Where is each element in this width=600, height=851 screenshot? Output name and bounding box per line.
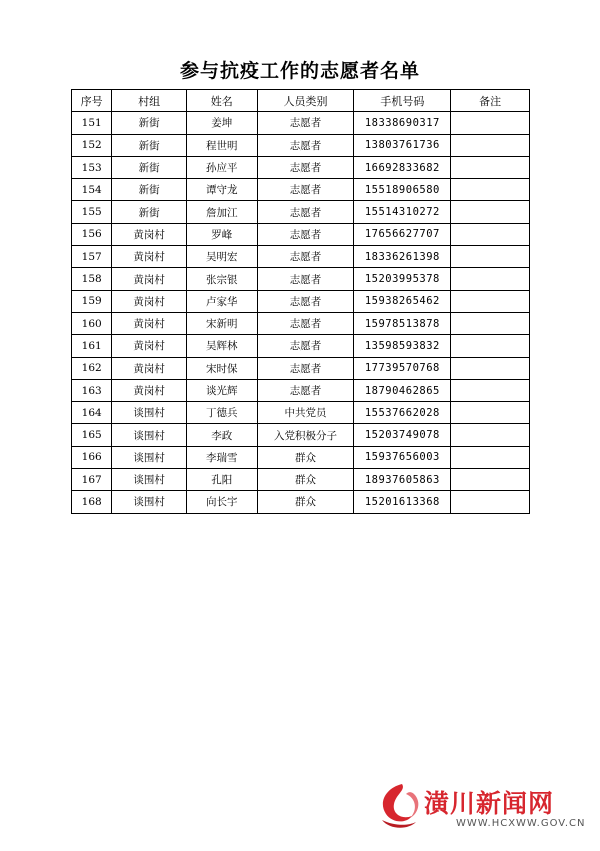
row-category: 志愿者 bbox=[257, 223, 354, 245]
row-phone: 15203995378 bbox=[354, 268, 451, 290]
row-index: 153 bbox=[72, 156, 112, 178]
row-index: 160 bbox=[72, 312, 112, 334]
table-row bbox=[72, 201, 530, 223]
row-phone: 15514310272 bbox=[354, 201, 451, 223]
table-body bbox=[72, 112, 530, 513]
table-row bbox=[72, 112, 530, 134]
header-name: 姓名 bbox=[186, 90, 257, 112]
row-remarks bbox=[451, 223, 530, 245]
row-remarks bbox=[451, 156, 530, 178]
site-url: WWW.HCXWW.GOV.CN bbox=[456, 818, 586, 829]
table-row bbox=[72, 335, 530, 357]
row-name: 李瑞雪 bbox=[186, 446, 257, 468]
row-category: 志愿者 bbox=[257, 335, 354, 357]
row-category: 志愿者 bbox=[257, 112, 354, 134]
header-village: 村组 bbox=[112, 90, 187, 112]
row-index: 162 bbox=[72, 357, 112, 379]
row-name: 吴辉林 bbox=[186, 335, 257, 357]
row-category: 志愿者 bbox=[257, 312, 354, 334]
row-index: 167 bbox=[72, 469, 112, 491]
document-title: 参与抗疫工作的志愿者名单 bbox=[179, 60, 420, 82]
row-remarks bbox=[451, 357, 530, 379]
row-village: 新街 bbox=[112, 201, 187, 223]
row-name: 程世明 bbox=[186, 134, 257, 156]
row-category: 中共党员 bbox=[257, 402, 354, 424]
row-index: 157 bbox=[72, 246, 112, 268]
table-row bbox=[72, 402, 530, 424]
row-index: 163 bbox=[72, 379, 112, 401]
row-village: 黄岗村 bbox=[112, 379, 187, 401]
row-name: 张宗银 bbox=[186, 268, 257, 290]
row-phone: 15203749078 bbox=[354, 424, 451, 446]
row-category: 志愿者 bbox=[257, 156, 354, 178]
row-phone: 18790462865 bbox=[354, 379, 451, 401]
row-category: 志愿者 bbox=[257, 379, 354, 401]
row-index: 158 bbox=[72, 268, 112, 290]
row-remarks bbox=[451, 246, 530, 268]
row-index: 161 bbox=[72, 335, 112, 357]
row-category: 志愿者 bbox=[257, 357, 354, 379]
row-village: 谈围村 bbox=[112, 491, 187, 513]
row-name: 谭守龙 bbox=[186, 179, 257, 201]
row-index: 165 bbox=[72, 424, 112, 446]
row-name: 谈光辉 bbox=[186, 379, 257, 401]
row-index: 155 bbox=[72, 201, 112, 223]
row-village: 黄岗村 bbox=[112, 312, 187, 334]
table-row bbox=[72, 424, 530, 446]
row-village: 谈围村 bbox=[112, 469, 187, 491]
row-index: 166 bbox=[72, 446, 112, 468]
table-row bbox=[72, 156, 530, 178]
row-phone: 15938265462 bbox=[354, 290, 451, 312]
row-phone: 18338690317 bbox=[354, 112, 451, 134]
row-category: 群众 bbox=[257, 469, 354, 491]
row-index: 154 bbox=[72, 179, 112, 201]
row-village: 黄岗村 bbox=[112, 223, 187, 245]
row-phone: 15978513878 bbox=[354, 312, 451, 334]
row-village: 新街 bbox=[112, 179, 187, 201]
row-remarks bbox=[451, 201, 530, 223]
row-name: 丁德兵 bbox=[186, 402, 257, 424]
row-remarks bbox=[451, 112, 530, 134]
row-phone: 15201613368 bbox=[354, 491, 451, 513]
row-index: 168 bbox=[72, 491, 112, 513]
row-remarks bbox=[451, 379, 530, 401]
header-index: 序号 bbox=[72, 90, 112, 112]
row-category: 入党积极分子 bbox=[257, 424, 354, 446]
row-village: 新街 bbox=[112, 134, 187, 156]
table-row bbox=[72, 312, 530, 334]
row-phone: 18937605863 bbox=[354, 469, 451, 491]
row-village: 谈围村 bbox=[112, 402, 187, 424]
row-phone: 17739570768 bbox=[354, 357, 451, 379]
row-phone: 16692833682 bbox=[354, 156, 451, 178]
header-category: 人员类别 bbox=[257, 90, 354, 112]
row-remarks bbox=[451, 312, 530, 334]
row-remarks bbox=[451, 424, 530, 446]
row-name: 孔阳 bbox=[186, 469, 257, 491]
row-village: 黄岗村 bbox=[112, 268, 187, 290]
table-row bbox=[72, 290, 530, 312]
row-category: 志愿者 bbox=[257, 246, 354, 268]
row-remarks bbox=[451, 179, 530, 201]
row-remarks bbox=[451, 469, 530, 491]
row-name: 孙应平 bbox=[186, 156, 257, 178]
row-remarks bbox=[451, 446, 530, 468]
row-category: 志愿者 bbox=[257, 290, 354, 312]
row-name: 李政 bbox=[186, 424, 257, 446]
row-remarks bbox=[451, 335, 530, 357]
table-row bbox=[72, 357, 530, 379]
row-village: 新街 bbox=[112, 156, 187, 178]
row-name: 吴明宏 bbox=[186, 246, 257, 268]
header-remarks: 备注 bbox=[451, 90, 530, 112]
table-row bbox=[72, 134, 530, 156]
row-village: 黄岗村 bbox=[112, 246, 187, 268]
row-category: 志愿者 bbox=[257, 201, 354, 223]
table-row bbox=[72, 179, 530, 201]
row-index: 164 bbox=[72, 402, 112, 424]
row-name: 宋新明 bbox=[186, 312, 257, 334]
row-category: 志愿者 bbox=[257, 268, 354, 290]
row-phone: 15518906580 bbox=[354, 179, 451, 201]
swirl-logo-icon bbox=[372, 780, 426, 832]
row-index: 156 bbox=[72, 223, 112, 245]
row-name: 詹加江 bbox=[186, 201, 257, 223]
table-row bbox=[72, 268, 530, 290]
row-name: 罗峰 bbox=[186, 223, 257, 245]
row-phone: 13598593832 bbox=[354, 335, 451, 357]
table-row bbox=[72, 246, 530, 268]
site-watermark bbox=[372, 780, 586, 840]
row-village: 谈围村 bbox=[112, 424, 187, 446]
row-phone: 15937656003 bbox=[354, 446, 451, 468]
table-header-row bbox=[72, 90, 530, 112]
row-remarks bbox=[451, 290, 530, 312]
row-name: 卢家华 bbox=[186, 290, 257, 312]
table-row bbox=[72, 469, 530, 491]
row-phone: 13803761736 bbox=[354, 134, 451, 156]
row-village: 黄岗村 bbox=[112, 357, 187, 379]
row-category: 志愿者 bbox=[257, 134, 354, 156]
row-index: 152 bbox=[72, 134, 112, 156]
row-remarks bbox=[451, 402, 530, 424]
row-name: 姜坤 bbox=[186, 112, 257, 134]
row-village: 黄岗村 bbox=[112, 335, 187, 357]
table-row bbox=[72, 491, 530, 513]
row-remarks bbox=[451, 268, 530, 290]
row-category: 群众 bbox=[257, 491, 354, 513]
row-index: 159 bbox=[72, 290, 112, 312]
table-row bbox=[72, 379, 530, 401]
site-name: 潢川新闻网 bbox=[424, 789, 555, 818]
row-name: 向长宇 bbox=[186, 491, 257, 513]
row-category: 群众 bbox=[257, 446, 354, 468]
row-village: 新街 bbox=[112, 112, 187, 134]
table-row bbox=[72, 446, 530, 468]
table-row bbox=[72, 223, 530, 245]
row-phone: 15537662028 bbox=[354, 402, 451, 424]
row-village: 黄岗村 bbox=[112, 290, 187, 312]
row-category: 志愿者 bbox=[257, 179, 354, 201]
row-remarks bbox=[451, 134, 530, 156]
row-phone: 18336261398 bbox=[354, 246, 451, 268]
row-remarks bbox=[451, 491, 530, 513]
header-phone: 手机号码 bbox=[354, 90, 451, 112]
row-index: 151 bbox=[72, 112, 112, 134]
row-phone: 17656627707 bbox=[354, 223, 451, 245]
row-village: 谈围村 bbox=[112, 446, 187, 468]
row-name: 宋时保 bbox=[186, 357, 257, 379]
volunteer-table bbox=[71, 89, 530, 514]
